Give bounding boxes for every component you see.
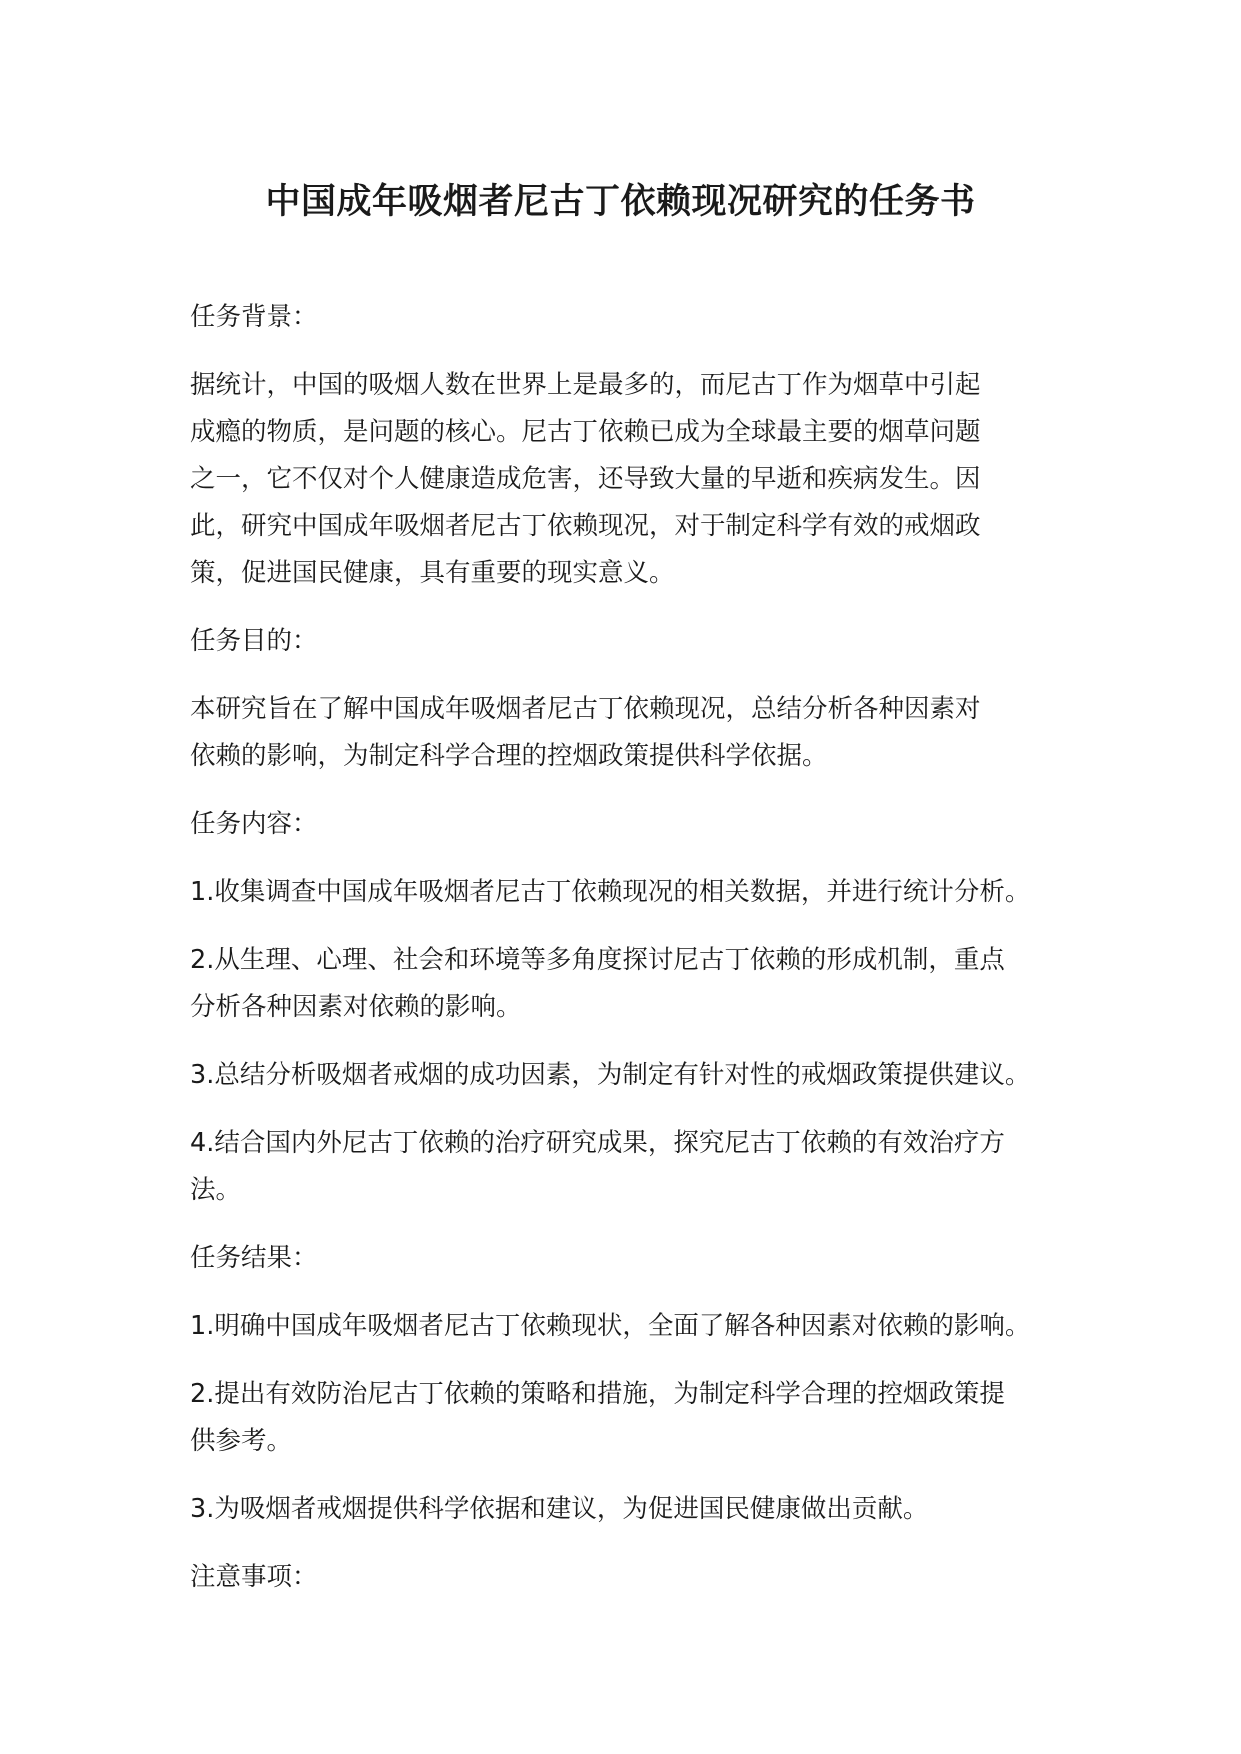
paragraph-line: 供参考。 [190, 1426, 293, 1456]
paragraph-line: 据统计，中国的吸烟人数在世界上是最多的，而尼古丁作为烟草中引起 [190, 370, 981, 400]
document-body [190, 294, 1070, 1622]
paragraph-line: 4.结合国内外尼古丁依赖的治疗研究成果，探究尼古丁依赖的有效治疗方 [190, 1128, 1005, 1158]
results-item-2 [190, 1371, 1070, 1465]
content-item-1 [190, 869, 1070, 916]
results-heading: 任务结果： [190, 1243, 318, 1273]
content-heading: 任务内容： [190, 809, 318, 839]
content-item-4 [190, 1120, 1070, 1214]
paragraph-line: 此，研究中国成年吸烟者尼古丁依赖现况，对于制定科学有效的戒烟政 [190, 511, 981, 541]
paragraph-line: 依赖的影响，为制定科学合理的控烟政策提供科学依据。 [190, 741, 828, 771]
document-title: 中国成年吸烟者尼古丁依赖现况研究的任务书 [265, 182, 976, 222]
notes-heading: 注意事项： [190, 1562, 318, 1592]
paragraph-line: 成瘾的物质，是问题的核心。尼古丁依赖已成为全球最主要的烟草问题 [190, 417, 981, 447]
paragraph-line: 2.提出有效防治尼古丁依赖的策略和措施，为制定科学合理的控烟政策提 [190, 1379, 1005, 1409]
background-paragraph [190, 362, 1070, 597]
background-heading: 任务背景： [190, 302, 318, 332]
paragraph-line: 策，促进国民健康，具有重要的现实意义。 [190, 558, 675, 588]
content-item-2 [190, 937, 1070, 1031]
purpose-paragraph [190, 686, 1070, 780]
content-item-3 [190, 1052, 1070, 1099]
results-item-1 [190, 1303, 1070, 1350]
paragraph-line: 之一，它不仅对个人健康造成危害，还导致大量的早逝和疾病发生。因 [190, 464, 981, 494]
paragraph-line: 2.从生理、心理、社会和环境等多角度探讨尼古丁依赖的形成机制，重点 [190, 945, 1005, 975]
results-item-3 [190, 1486, 1070, 1533]
paragraph-line: 3.为吸烟者戒烟提供科学依据和建议，为促进国民健康做出贡献。 [190, 1494, 929, 1524]
paragraph-line: 分析各种因素对依赖的影响。 [190, 992, 522, 1022]
purpose-heading: 任务目的： [190, 626, 318, 656]
paragraph-line: 法。 [190, 1175, 242, 1205]
paragraph-line: 1.明确中国成年吸烟者尼古丁依赖现状，全面了解各种因素对依赖的影响。 [190, 1311, 1031, 1341]
paragraph-line: 3.总结分析吸烟者戒烟的成功因素，为制定有针对性的戒烟政策提供建议。 [190, 1060, 1031, 1090]
paragraph-line: 本研究旨在了解中国成年吸烟者尼古丁依赖现况，总结分析各种因素对 [190, 694, 981, 724]
paragraph-line: 1.收集调查中国成年吸烟者尼古丁依赖现况的相关数据，并进行统计分析。 [190, 877, 1031, 907]
